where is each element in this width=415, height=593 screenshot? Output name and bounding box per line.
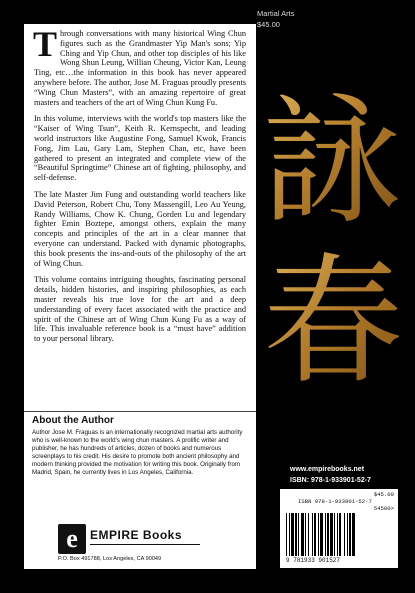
isbn-label: ISBN: 978-1-933901-52-7 [290,477,371,484]
barcode-bar [330,513,333,556]
publisher-logo-block [24,520,256,569]
barcode-bar [347,513,348,556]
publisher-rule [90,544,200,545]
intro-text: hrough conversations with many historical Wing Chun figures such as the Grandmaster Yip Man's sons; Yip Ching and Yip Chun, and other top disciples of his like Wong Shun Leung, Willian Cheung, Victor Kan, Leung Ting, etc…the information in this book has never appeared anywhere before. The author, Jose M. Fraguas proudly presents “Wing Chun Masters”, with an amazing repertoire of great masters and teachers of the art of Wing Chun Kung Fu. [34,29,246,107]
barcode-bar [305,513,306,556]
drop-cap: T [33,24,58,64]
barcode-bar [314,513,316,556]
description-paragraph-3: This volume contains intriguing thoughts, fascinating personal details, hidden histories, and inspiring philosophies, as each master reveals his true love for the art and a deep understanding of every facet associated with the practice and spirit of the Chinese art of Wing Chun Kung Fu as a way of life. This invaluable reference book is a “must have” addition to your personal library. [34,275,246,344]
wing-chun-calligraphy-icon [258,60,408,400]
barcode-box [280,489,398,568]
barcode-bar [291,513,294,556]
calligraphy-character-2: 春 [262,241,404,400]
barcode-bar [337,513,338,556]
barcode-digits: 9 781933 901527 [286,557,341,564]
category-label: Martial Arts [257,9,295,18]
barcode-bar [298,513,299,556]
barcode-bar [289,513,290,556]
price-label: $45.00 [257,20,280,29]
description-paragraph-1: In this volume, interviews with the world's top masters like the “Kaiser of Wing Tsun”, Keith R. Kernspecht, and leading world instructors like Augustine Fong, Samuel Kwok, Francis Fong, Jim Lau, Gary Lam, Stephen Chan, etc, have been gathered to present an integrated and complete view of the “Beautiful Springtime” Chinese art of fighting, philosophy, and self-defense. [34,114,246,183]
barcode-addon: 54500> [373,505,394,512]
barcode-bar [295,513,297,556]
publisher-address: P.O. Box 491788, Los Angeles, CA 90049 [58,556,162,562]
barcode-bar [339,513,341,556]
barcode-bar [301,513,304,556]
barcode-bar [344,513,345,556]
barcode-bar [349,513,351,556]
barcode-bar [286,513,287,556]
barcode-bar [308,513,309,556]
barcode-icon [286,513,392,556]
barcode-bar [325,513,326,556]
barcode-bar [327,513,329,556]
about-author-section [24,412,256,520]
barcode-bar [318,513,319,556]
empire-logo-icon: e [58,524,86,554]
calligraphy-character-1: 詠 [262,81,404,244]
about-author-heading: About the Author [32,415,114,426]
barcode-isbn: ISBN 978-1-933901-52-7 [298,498,372,505]
website-url: www.empirebooks.net [290,466,365,473]
barcode-bar [352,513,355,556]
barcode-bar [312,513,313,556]
about-author-text: Author Jose M. Fraguas is an internationally recognized martial arts authority who is well-known to the world's wing chun masters. A prolific writer and publisher, he has hundreds of articles, dozen of books and numerous screenplays to his credit. His desire to promote both ancient philosophy and modern thinking provided the motivation for writing this book. Originally from Madrid, Spain, he currently lives in Los Angeles, California. [32,429,243,476]
publisher-name: EMPIRE Books [90,528,183,542]
barcode-price: $45.00 [373,491,394,498]
intro-paragraph [33,24,246,107]
barcode-bar [334,513,335,556]
description-paragraph-2: The late Master Jim Fung and outstanding world teachers like David Peterson, Robert Chu, Tony Massengill, Leo Au Yeung, Randy Williams, Chow K. Chung, Gorden Lu and legendary fighter Emin Boztepe, amongst others, explain the many concepts and principles of the art in a clear manner that everyone can understand. Packed with dynamic photographs, this book presents the ins-and-outs of the philosophy of the art of Wing Chun. [34,189,246,268]
barcode-bar [320,513,323,556]
